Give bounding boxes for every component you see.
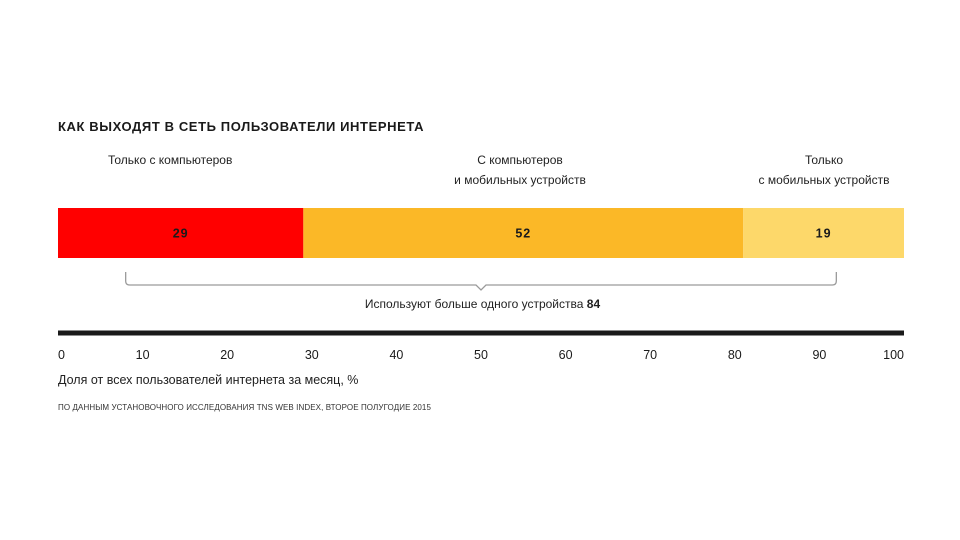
category-label-line: с мобильных устройств <box>758 173 890 187</box>
bar-value-label: 29 <box>172 226 189 241</box>
x-tick-label: 30 <box>304 348 319 362</box>
bracket-label <box>340 297 625 311</box>
bracket-label-text: Используют больше одного устройства <box>364 297 584 311</box>
x-tick-label: 0 <box>58 348 65 362</box>
x-tick-label: 80 <box>727 348 742 362</box>
x-tick-label: 40 <box>389 348 404 362</box>
x-tick-label: 100 <box>883 348 904 362</box>
source-note: ПО ДАННЫМ УСТАНОВОЧНОГО ИССЛЕДОВАНИЯ TNS WEB INDEX, ВТОРОЕ ПОЛУГОДИЕ 2015 <box>58 403 432 412</box>
x-tick-label: 50 <box>474 348 488 362</box>
bracket-line <box>126 272 837 290</box>
category-label-line: Только <box>804 153 844 167</box>
x-axis-label: Доля от всех пользователей интернета за месяц, % <box>58 373 359 387</box>
category-label-line: и мобильных устройств <box>454 173 586 187</box>
x-tick-label: 20 <box>220 348 235 362</box>
x-tick-label: 70 <box>643 348 658 362</box>
x-axis-line <box>58 331 904 336</box>
x-tick-label: 60 <box>558 348 573 362</box>
category-label-line: Только с компьютеров <box>108 153 233 167</box>
chart-title: КАК ВЫХОДЯТ В СЕТЬ ПОЛЬЗОВАТЕЛИ ИНТЕРНЕТА <box>58 119 425 134</box>
bracket-value: 84 <box>586 297 601 311</box>
category-label-line: С компьютеров <box>477 153 563 167</box>
x-tick-label: 10 <box>135 348 150 362</box>
x-tick-label: 90 <box>812 348 827 362</box>
bar-value-label: 52 <box>515 226 532 241</box>
bar-value-label: 19 <box>815 226 832 241</box>
